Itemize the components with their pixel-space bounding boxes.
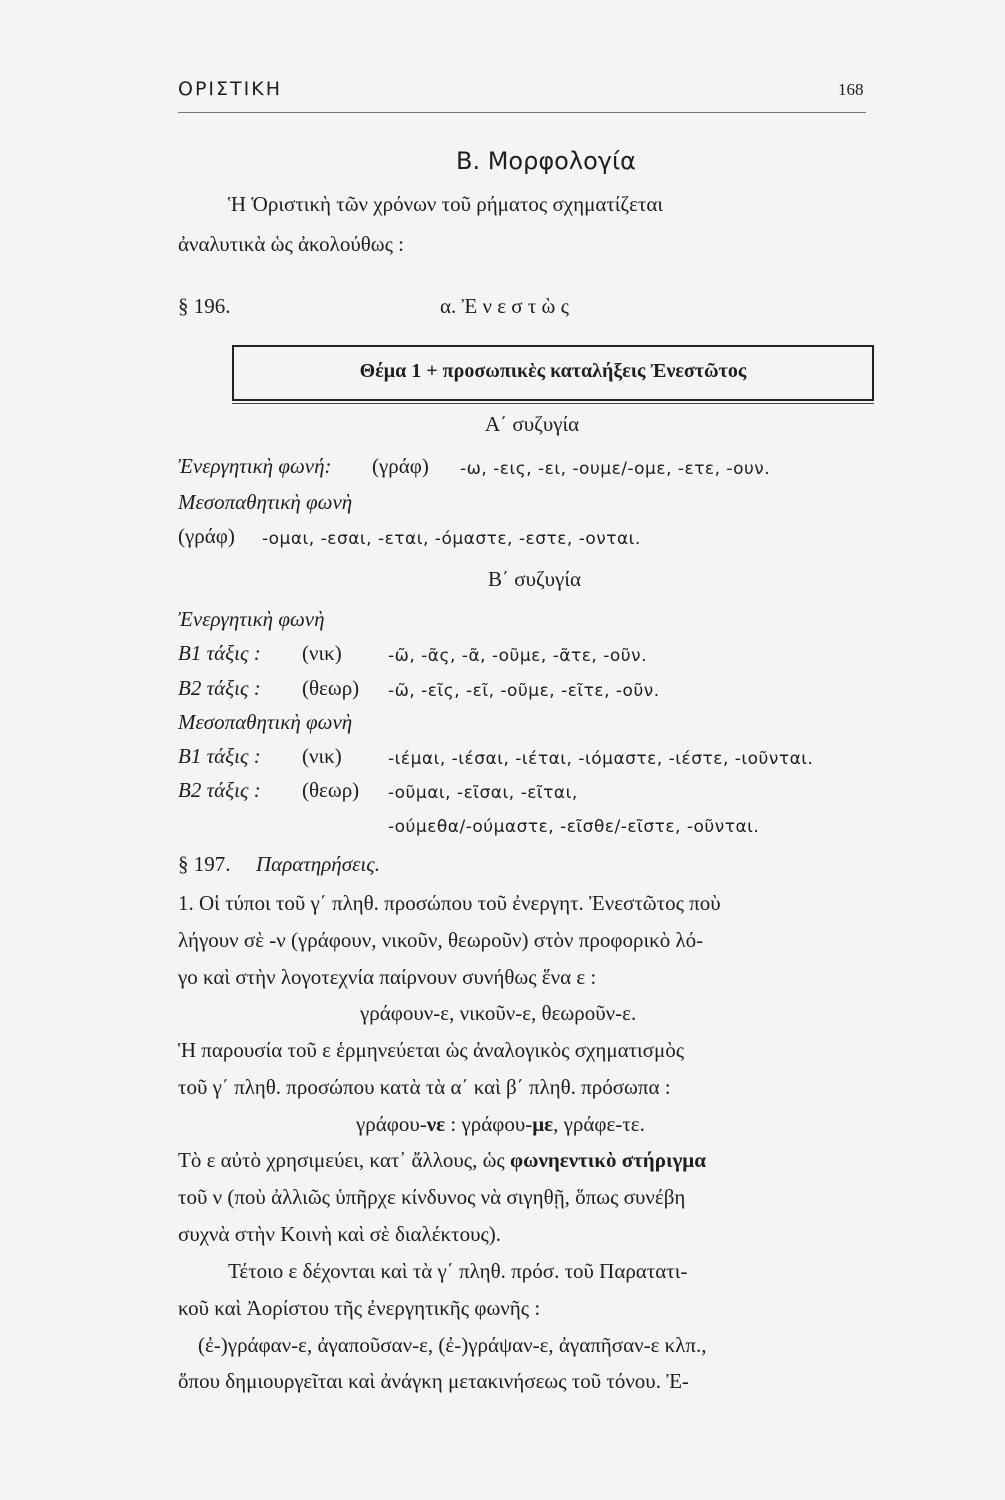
paragraph-196-label: α. Ἐ ν ε σ τ ὼ ς	[440, 294, 569, 318]
rule-box-text: Θέμα 1 + προσωπικὲς καταλήξεις Ἐνεστῶτος	[359, 360, 747, 382]
body-line: κοῦ καὶ Ἀορίστου τῆς ἐνεργητικῆς φωνῆς :	[178, 1296, 541, 1320]
body-line: τοῦ γ΄ πληθ. προσώπου κατὰ τὰ α΄ καὶ β΄ πληθ. πρόσωπα :	[178, 1075, 671, 1099]
example-bold-ne: νε	[426, 1112, 446, 1136]
box-underline	[232, 403, 874, 404]
intro-line-2: ἀναλυτικὰ ὡς ἀκολούθως :	[178, 232, 404, 256]
conj-b-b1-label: Β1 τάξις :	[178, 641, 261, 665]
conj-a-mid-endings: -ομαι, -εσαι, -εται, -όμαστε, -εστε, -ονται.	[262, 529, 641, 549]
example-bold-me: με	[532, 1112, 554, 1136]
conj-b-mb2-endings-1: -οῦμαι, -εῖσαι, -εῖται,	[388, 783, 578, 803]
body-line: συχνὰ στὴν Κοινὴ καὶ σὲ διαλέκτους).	[178, 1222, 502, 1246]
section-title: Β. Μορφολογία	[456, 147, 636, 175]
example-line-endings	[356, 1112, 645, 1137]
body-line: 1. Οἱ τύποι τοῦ γ΄ πληθ. προσώπου τοῦ ἐνεργητ. Ἐνεστῶτος ποὺ	[178, 891, 721, 915]
conj-b-b2-stem: (θεωρ)	[302, 676, 360, 700]
paragraph-197-number: § 197.	[178, 852, 231, 876]
example-pre: γράφου-	[356, 1112, 427, 1136]
body-line: λήγουν σὲ -ν (γράφουν, νικοῦν, θεωροῦν) στὸν προφορικὸ λό-	[178, 928, 704, 952]
intro-line-1: Ἡ Ὁριστικὴ τῶν χρόνων τοῦ ρήματος σχηματίζεται	[228, 192, 664, 216]
conj-b-mb2-endings-2: -ούμεθα/-ούμαστε, -εῖσθε/-εῖστε, -οῦνται.	[388, 817, 760, 837]
rule-box	[232, 345, 874, 401]
conj-b-b1-endings: -ῶ, -ᾶς, -ᾶ, -οῦμε, -ᾶτε, -οῦν.	[388, 646, 647, 666]
conj-a-active-endings: -ω, -εις, -ει, -ουμε/-ομε, -ετε, -ουν.	[460, 459, 771, 479]
conj-b-heading: Β΄ συζυγία	[488, 567, 581, 591]
support-bold: φωνηεντικὸ στήριγμα	[509, 1148, 706, 1172]
conj-b-b2-endings: -ῶ, -εῖς, -εῖ, -οῦμε, -εῖτε, -οῦν.	[388, 681, 660, 701]
body-line: Ἡ παρουσία τοῦ ε ἑρμηνεύεται ὡς ἀναλογικὸς σχηματισμὸς	[178, 1038, 685, 1062]
header-rule	[178, 112, 866, 113]
body-line: Τέτοιο ε δέχονται καὶ τὰ γ΄ πληθ. πρόσ. τοῦ Παρατατι-	[228, 1259, 688, 1283]
running-header-title: ΟΡΙΣΤΙΚΗ	[178, 78, 282, 100]
conj-b-b2-label: Β2 τάξις :	[178, 676, 261, 700]
conj-a-mid-label: Μεσοπαθητικὴ φωνὴ	[178, 490, 353, 514]
conj-b-mb2-stem: (θεωρ)	[302, 778, 360, 802]
paragraph-196-number: § 196.	[178, 294, 231, 318]
conj-b-mb1-label: Β1 τάξις :	[178, 744, 261, 768]
body-line: τοῦ ν (ποὺ ἀλλιῶς ὑπῆρχε κίνδυνος νὰ σιγηθῇ, ὅπως συνέβη	[178, 1185, 686, 1209]
body-line: γο καὶ στὴν λογοτεχνία παίρνουν συνήθως ἕνα ε :	[178, 965, 597, 989]
example-mid: : γράφου-	[445, 1112, 533, 1136]
body-line: ὅπου δημιουργεῖται καὶ ἀνάγκη μετακινήσεως τοῦ τόνου. Ἐ-	[178, 1369, 689, 1393]
conj-b-mb1-stem: (νικ)	[302, 744, 342, 768]
conj-a-heading: Α΄ συζυγία	[485, 412, 580, 436]
body-line-support	[178, 1148, 706, 1173]
conj-a-active-stem: (γράφ)	[372, 454, 429, 478]
conj-b-mid-label: Μεσοπαθητικὴ φωνὴ	[178, 710, 353, 734]
example-line: (ἐ-)γράφαν-ε, ἀγαποῦσαν-ε, (ἐ-)γράψαν-ε, ἀγαπῆσαν-ε κλπ.,	[198, 1333, 707, 1357]
example-line: γράφουν-ε, νικοῦν-ε, θεωροῦν-ε.	[360, 1001, 637, 1025]
conj-b-mb2-label: Β2 τάξις :	[178, 778, 261, 802]
conj-a-active-label: Ἐνεργητικὴ φωνή:	[178, 454, 332, 478]
support-pre: Τὸ ε αὐτὸ χρησιμεύει, κατ᾽ ἄλλους, ὡς	[178, 1148, 510, 1172]
conj-b-active-label: Ἐνεργητικὴ φωνὴ	[178, 607, 325, 631]
example-post: , γράφε-τε.	[553, 1112, 645, 1136]
conj-b-b1-stem: (νικ)	[302, 641, 342, 665]
conj-b-mb1-endings: -ιέμαι, -ιέσαι, -ιέται, -ιόμαστε, -ιέστε, -ιοῦνται.	[388, 749, 814, 769]
page-number: 168	[838, 80, 864, 99]
conj-a-mid-stem: (γράφ)	[178, 524, 235, 548]
paragraph-197-label: Παρατηρήσεις.	[256, 852, 380, 876]
